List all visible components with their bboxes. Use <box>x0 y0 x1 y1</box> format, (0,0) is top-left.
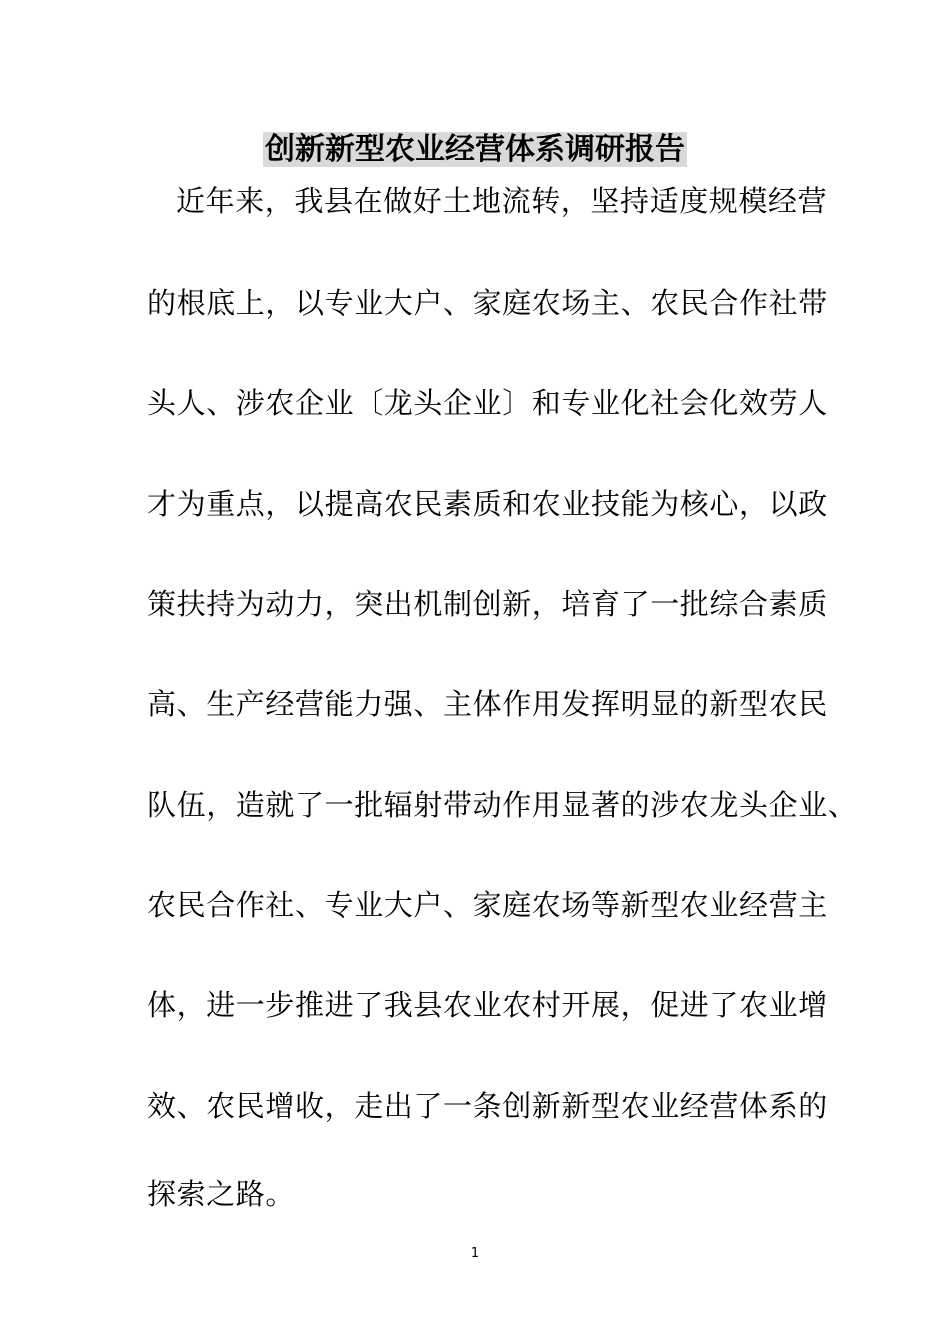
paragraph-line: 头人、涉农企业〔龙头企业〕和专业化社会化效劳人 <box>147 386 828 420</box>
paragraph-line: 农民合作社、专业大户、家庭农场等新型农业经营主 <box>147 888 828 922</box>
document-title <box>0 130 950 170</box>
paragraph-line: 策扶持为动力，突出机制创新，培育了一批综合素质 <box>147 587 828 621</box>
paragraph-line: 效、农民增收，走出了一条创新新型农业经营体系的 <box>147 1089 828 1123</box>
paragraph-line: 高、生产经营能力强、主体作用发挥明显的新型农民 <box>147 687 828 721</box>
paragraph-line: 近年来，我县在做好土地流转，坚持适度规模经营 <box>176 184 828 218</box>
page-number: 1 <box>470 1246 480 1261</box>
paragraph-line: 体，进一步推进了我县农业农村开展，促进了农业增 <box>147 988 828 1022</box>
paragraph-line: 的根底上，以专业大户、家庭农场主、农民合作社带 <box>147 286 828 320</box>
paragraph-line: 队伍，造就了一批辐射带动作用显著的涉农龙头企业、 <box>147 788 858 822</box>
document-title-text: 创新新型农业经营体系调研报告 <box>265 132 685 167</box>
paragraph-line: 才为重点，以提高农民素质和农业技能为核心，以政 <box>147 487 828 521</box>
paragraph-line: 探索之路。 <box>147 1177 296 1211</box>
